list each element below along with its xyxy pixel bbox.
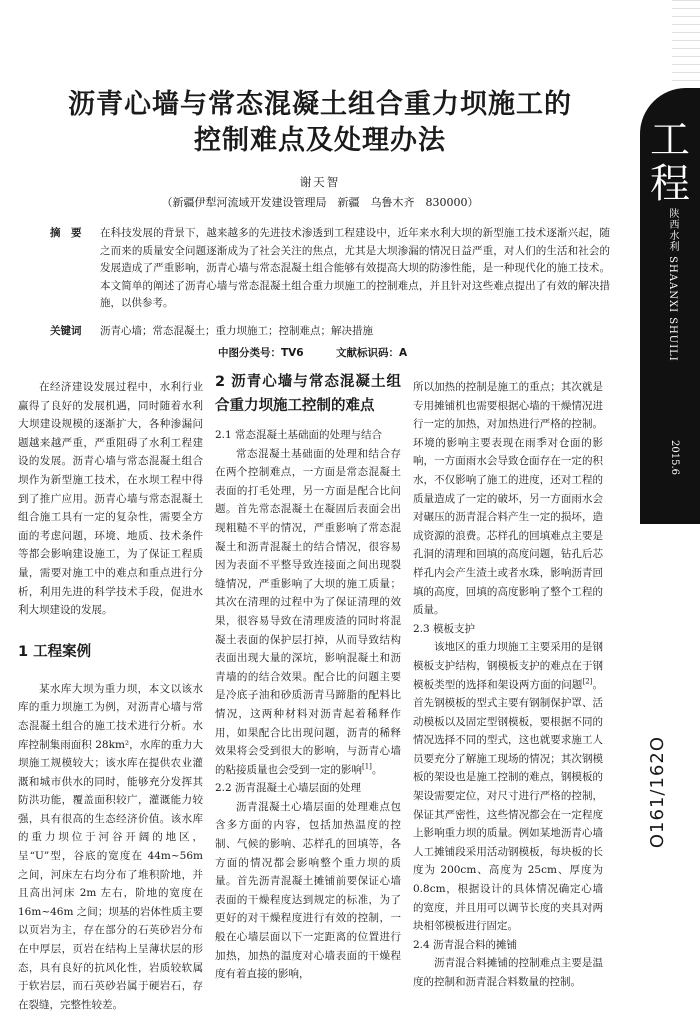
article-title-line2: 控制难点及处理办法 — [194, 125, 446, 156]
paragraph-2-4: 沥青混合料摊铺的控制难点主要是温度的控制和沥青混合料数量的控制。 — [413, 957, 603, 988]
abstract-block — [50, 225, 610, 313]
page-edge-shading — [672, 0, 700, 86]
subsection-heading-2-4: 2.4 沥青混合料的摊铺 — [413, 938, 518, 951]
paragraph-2-3-cont: 。首先钢模板的型式主要有钢制保护罩、活动模板以及固定型钢模板，要根据不同的情况选择不同的型式，这也就要求施工人员要充分了解施工现场的情况；其次钢模板的架设也是施工控制的难点，钢模板的架设需要定位，对尺寸进行严格的控制，保证其严密性，这些情况都会在一定程度上影响重力坝的质量。例如某地沥青心墙人工摊铺段采用活动钢模板，每块板的长度为 200cm、高度为 25cm、厚度为 0.8cm，根据设计的具体情况确定心墙的宽度，并且用可以调节长度的夹具对两块相邻模板进行固定。 — [413, 678, 603, 933]
abstract-text: 在科技发展的背景下，越来越多的先进技术渗透到工程建设中，近年来水利大坝的新型施工技术逐渐兴起，随之而来的质量安全问题逐渐成为了社会关注的焦点，尤其是大坝渗漏的情况日益严重，对人们的生活和社会的发展造成了严重影响，沥青心墙与常态混凝土组合能够有效提高大坝的防渗性能，是一种现代化的施工技术。本文简单的阐述了沥青心墙与常态混凝土组合重力坝施工的控制难点，并且针对这些难点提出了有效的解决措施，以供参考。 — [100, 227, 610, 309]
page-number: O161/162O — [647, 736, 668, 849]
tab-char-gong: 工 — [650, 117, 690, 163]
subsection-heading-2-2: 2.2 沥青混凝土心墙层面的处理 — [215, 782, 362, 795]
paragraph-continued: 所以加热的控制是施工的重点；其次就是专用摊铺机也需要根据心墙的干燥情况进行一定的加热，对加热进行严格的控制。环境的影响主要表现在雨季对仓面的影响，一方面雨水会导致仓面存在一定的积水，不仅影响了施工的进度，还对工程的质量造成了一定的破坏，另一方面雨水会对碾压的沥青混合料产生一定的损坏，造成资源的浪费。芯样孔的回填难点主要是孔洞的清理和回填的高度问题，钻孔后芯样孔内会产生渣土或者水珠，影响沥青回填的高度，回填的高度影响了整个工程的质量。 — [413, 381, 603, 617]
journal-year: 2015.6 — [669, 440, 680, 475]
paragraph-2-3 — [413, 638, 603, 936]
section-heading-2: 2 沥青心墙与常态混凝土组合重力坝施工控制的难点 — [215, 374, 401, 414]
paragraph-2-3-text: 该地区的重力坝施工主要采用的是钢模板支护结构，钢模板支护的难点在于钢模板类型的选择和架设两方面的问题 — [413, 641, 603, 691]
column-2 — [215, 370, 401, 984]
author-affiliation: （新疆伊犁河流域开发建设管理局 新疆 乌鲁木齐 830000） — [161, 196, 479, 209]
keywords-block — [50, 323, 610, 341]
subsection-heading-2-1: 2.1 常态混凝土基础面的处理与结合 — [215, 429, 383, 441]
article-title-line1: 沥青心墙与常态混凝土组合重力坝施工的 — [68, 89, 572, 120]
citation-2: [2] — [582, 677, 593, 685]
keywords-text: 沥青心墙；常态混凝土；重力坝施工；控制难点；解决措施 — [100, 325, 373, 337]
paragraph-2-2: 沥青混凝土心墙层面的处理难点包含多方面的内容，包括加热温度的控制、气候的影响、芯样孔的回填等，各方面的情况都会影响整个重力坝的质量。首先沥青混凝土摊铺前要保证心墙表面的干燥程度达到规定的标准，为了更好的对干燥程度进行有效的控制，一般在心墙层面以下一定距离的位置进行加热，加热的温度对心墙表面的干燥程度有着直接的影响， — [215, 800, 401, 981]
paragraph-2-1 — [215, 445, 401, 780]
abstract-label: 摘 要 — [50, 227, 82, 239]
journal-name: 陕西水利 SHAANXI SHUILI — [667, 208, 678, 362]
author-name: 谢天智 — [299, 175, 341, 189]
column-3 — [413, 378, 603, 992]
column-1 — [18, 378, 203, 1014]
paragraph-2-1-end: 。 — [371, 763, 383, 776]
document-code: 文献标识码：A — [336, 347, 408, 359]
paragraph-2-1-text: 常态混凝土基础面的处理和结合存在两个控制难点，一方面是常态混凝土表面的打毛处理，另一方面是配合比问题。首先常态混凝土在凝固后表面会出现粗糙不平的情况，严重影响了常态混凝土和沥青混凝土的结合情况，很容易因为表面不平整导致连接面之间出现裂缝情况，严重影响了大坝的施工质量；其次在清理的过程中为了保证清理的效果，很容易导致在清理废渣的同时将混凝土表面的保护层打掉，从而导致结构表面出现大量的深坑，影响混凝土和沥青墙的的结合效果。配合比的问题主要是冷底子油和砂质沥青马蹄脂的配料比情况，这两种材料对沥青起着稀释作用，如果配合比出现问题，沥青的稀释效果将会受到很大的影响，与沥青心墙的粘接质量也会受到一定的影响 — [215, 447, 401, 776]
intro-paragraph: 在经济建设发展过程中，水利行业赢得了良好的发展机遇，同时随着水利大坝建设规模的逐渐扩大，各种渗漏问题越来越严重，严重阻碍了水利工程建设的发展。沥青心墙与常态混凝土组合坝作为新型施工技术，在水坝工程中得到了推广应用。沥青心墙与常态混凝土组合施工具有一定的复杂性，需要全方面的考虑问题，环境、地质、技术条件等都会影响建设施工，为了保证工程质量，需要对施工中的难点和重点进行分析，利用先进的科学技术手段，促进水利大坝建设的发展。 — [18, 381, 203, 617]
section-tab — [640, 88, 700, 524]
tab-char-cheng: 程 — [650, 161, 690, 207]
case-paragraph: 某水库大坝为重力坝，本文以该水库的重力坝施工为例，对沥青心墙与常态混凝土组合的施工技术进行分析。水库控制集雨面积 28km²，水库的重力大坝施工规模较大；该水库在提供农业灌溉和城市供水的同时，能够充分发挥其防洪功能，覆盖面积较广，灌溉能力较强，具有很高的生态经济价值。该水库的重力坝位于河谷开阔的地区，呈“U”型，谷底的宽度在 44m~56m 之间，河床左右均分布了堆积阶地，并且高出河床 2m 左右，阶地的宽度在 16m~46m 之间；坝基的岩体性质主要以页岩为主，存在部分的石英砂岩分布在中厚层，页岩在结构上呈薄状层的形态，具有良好的抗风化性，岩质较软属于软岩层，而石英砂岩属于硬岩石，存在裂缝，完整性较差。 — [18, 682, 203, 1011]
citation-1: [1] — [362, 762, 372, 771]
subsection-heading-2-3: 2.3 模板支护 — [413, 622, 476, 635]
section-heading-1: 1 工程案例 — [18, 643, 92, 660]
clc-number: 中图分类号：TV6 — [218, 347, 304, 359]
keywords-label: 关键词 — [50, 325, 82, 337]
